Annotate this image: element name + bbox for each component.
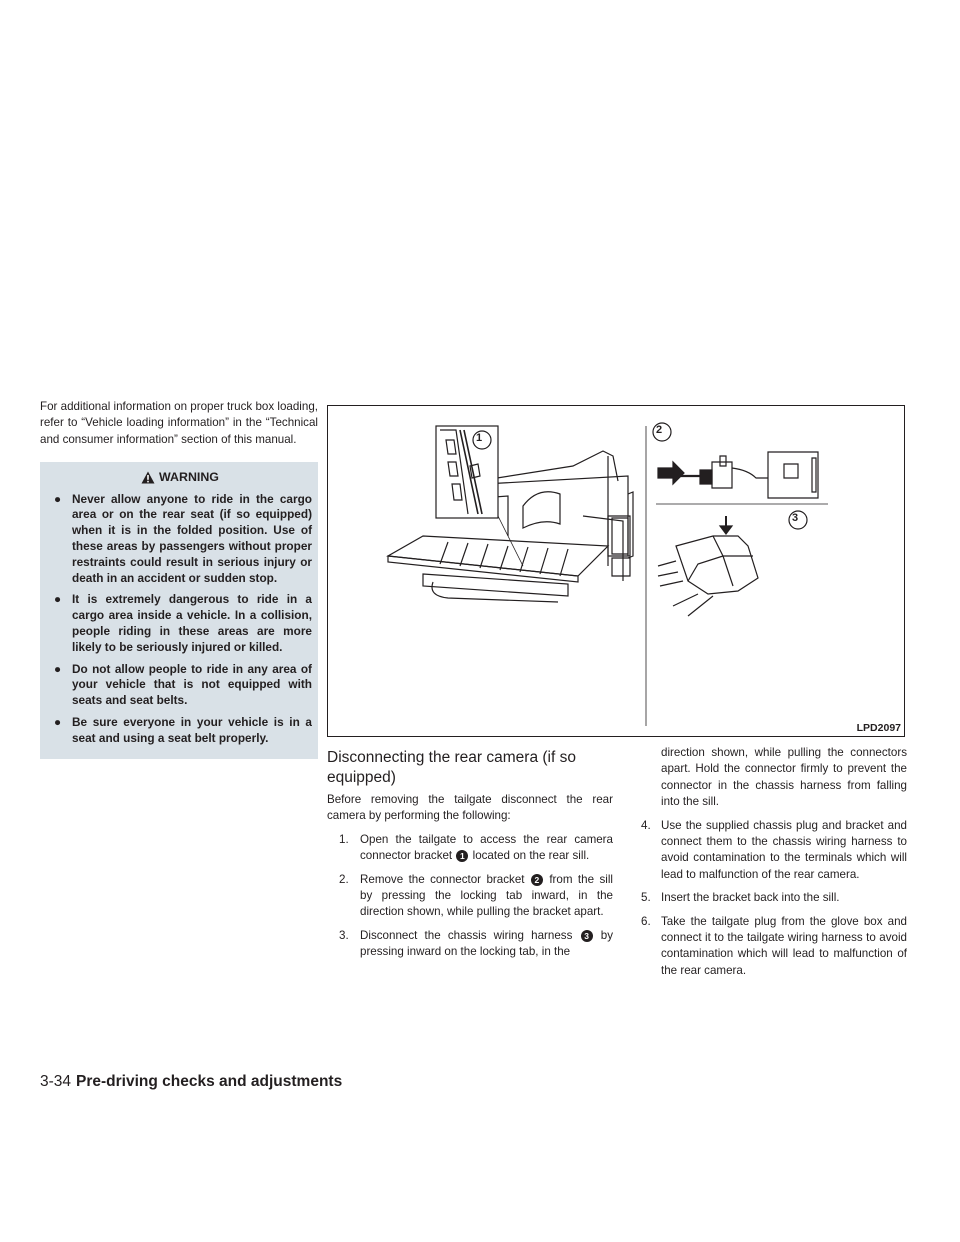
list-item: 4. Use the supplied chassis plug and bracket and connect them to the chassis wiring harness to avoid contamination to the terminals which will lead to malfunction of the rear camera. (641, 818, 907, 881)
footer-section-title: Pre-driving checks and adjustments (76, 1073, 343, 1090)
figure-code: LPD2097 (856, 722, 901, 734)
section-heading: Disconnecting the rear camera (if so equipped) (327, 749, 576, 786)
left-column (40, 399, 318, 759)
step-list-continued (641, 818, 907, 980)
list-item: 6. Take the tailgate plug from the glove box and connect it to the tailgate wiring harness to avoid contamination which will lead to malfunction of the rear camera. (641, 914, 907, 977)
warning-item: ● Do not allow people to ride in any area of your vehicle that is not equipped with seats and seat belts. (54, 661, 312, 708)
list-item: 3. Disconnect the chassis wiring harness 3 by pressing inward on the locking tab, in the (339, 928, 614, 959)
step-list (327, 832, 613, 961)
warning-title (48, 469, 312, 485)
callout-ref-3: 3 (581, 930, 593, 942)
section-intro: Before removing the tailgate disconnect the rear camera by performing the following: (327, 793, 613, 823)
tailgate-illustration (328, 406, 904, 736)
warning-item: ● Never allow anyone to ride in the cargo area or on the rear seat (if so equipped) when it is in the folded position. Use of these areas by passengers without proper restraints could result in serious injury or death in an accident or sudden stop. (54, 491, 312, 585)
list-item: 2. Remove the connector bracket 2 from the sill by pressing the locking tab inward, in the direction shown, while pulling the bracket apart. (339, 872, 613, 919)
warning-title-text: WARNING (159, 470, 219, 485)
bullet-icon: ● (54, 491, 62, 506)
page-footer (40, 1073, 342, 1091)
page-number: 3-34 (40, 1073, 72, 1090)
intro-paragraph: For additional information on proper truck box loading, refer to “Vehicle loading information” in the “Technical and consumer information” section of this manual. (40, 400, 318, 446)
list-item: 1. Open the tailgate to access the rear camera connector bracket 1 located on the rear sill. (339, 832, 613, 863)
middle-column (327, 792, 613, 961)
warning-icon (141, 471, 155, 484)
right-column (641, 745, 907, 979)
rear-camera-figure (327, 405, 905, 737)
list-item: 5. Insert the bracket back into the sill. (641, 891, 840, 905)
callout-1: 1 (476, 432, 483, 444)
bullet-icon: ● (54, 592, 62, 607)
warning-box (40, 462, 318, 758)
bullet-icon: ● (54, 714, 62, 729)
warning-item: ● It is extremely dangerous to ride in a cargo area inside a vehicle. In a collision, people riding in these areas are more likely to be seriously injured or killed. (54, 592, 312, 654)
warning-item: ● Be sure everyone in your vehicle is in a seat and using a seat belt properly. (54, 714, 312, 745)
step3-continued: direction shown, while pulling the connectors apart. Hold the connector firmly to prevent the connector in the chassis harness from falling into the sill. (661, 746, 907, 809)
callout-ref-2: 2 (531, 874, 543, 886)
bullet-icon: ● (54, 661, 62, 676)
callout-3: 3 (792, 512, 799, 524)
callout-ref-1: 1 (456, 850, 468, 862)
warning-list (48, 492, 312, 747)
callout-2: 2 (656, 424, 663, 436)
